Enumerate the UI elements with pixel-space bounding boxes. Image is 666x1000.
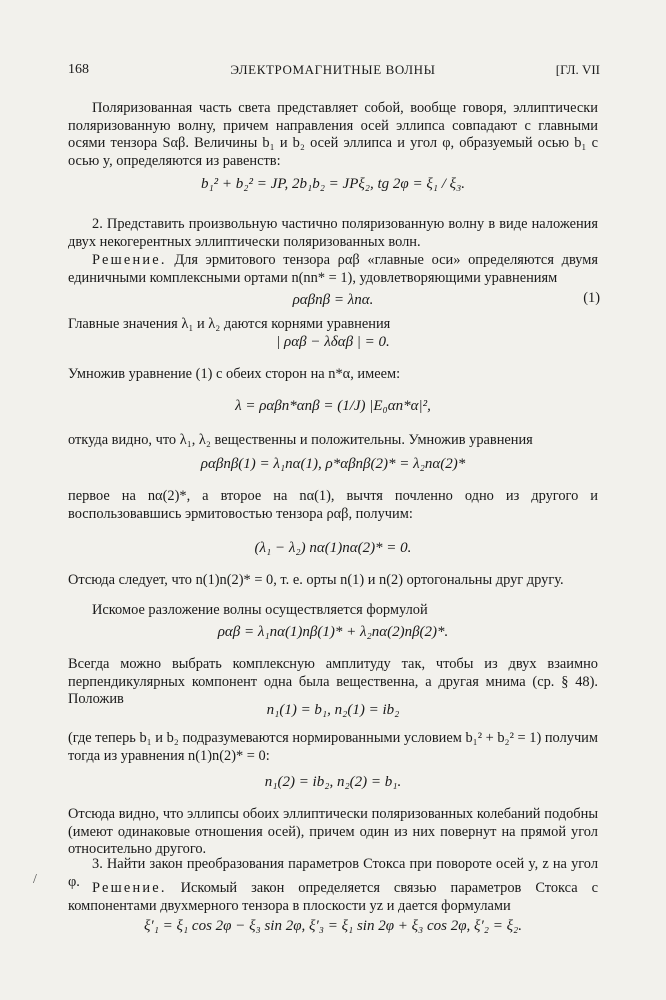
problem-3-statement: 3. Найти закон преобразования параметров Стокса при повороте осей y, z на угол φ. xyxy=(68,856,598,890)
equation-stokes-axes: b₁² + b₂² = JP, 2b₁b₂ = JPξ₂, tg 2φ = ξ₁ / ξ₃. xyxy=(200,176,466,192)
problem-2-solution-intro xyxy=(68,252,598,287)
paragraph-decomposition: Искомое разложение волны осуществляется формулой xyxy=(92,602,428,618)
paragraph-ellipses-similar: Отсюда видно, что эллипсы обоих эллиптически поляризованных колебаний подобны (имеют одинаковые отношения осей), причем один из них повернут на прямой угол относительно другого. xyxy=(68,806,598,858)
solution-label: Решение. xyxy=(92,252,167,268)
paragraph-choose-amplitude: Всегда можно выбрать комплексную амплитуду так, чтобы из двух взаимно перпендикулярных компонент одна была вещественна, а другая мнима (ср. § 48). Положив xyxy=(68,656,598,708)
equation-eigen: ραβnβ = λnα. xyxy=(292,292,374,308)
solution-text-2: Искомый закон определяется связью параметров Стокса с компонентами двухмерного тензора в плоскости yz и дается формулами xyxy=(68,880,598,914)
paragraph-polarized-part: Поляризованная часть света представляет собой, вообще говоря, эллиптически поляризованную волну, причем направления осей эллипса совпадают с главными осями тензора Sαβ. Величины b₁ и b₂ осей эллипса и угол φ, образуемый осью b₁ с осью y, определяются из равенств: xyxy=(68,100,598,169)
equation-decomposition: ραβ = λ₁nα(1)nβ(1)* + λ₂nα(2)nβ(2)*. xyxy=(217,624,449,640)
equation-components-1: n₁(1) = b₁, n₂(1) = ib₂ xyxy=(266,702,400,718)
page-number: 168 xyxy=(68,62,89,77)
paragraph-main-values: Главные значения λ₁ и λ₂ даются корнями уравнения xyxy=(68,316,391,332)
problem-3-solution-intro xyxy=(68,880,598,915)
equation-lambda: λ = ραβn*αnβ = (1/J) |E₀αn*α|², xyxy=(235,398,431,414)
equation-characteristic: | ραβ − λδαβ | = 0. xyxy=(276,334,390,350)
equation-components-2: n₁(2) = ib₂, n₂(2) = b₁. xyxy=(264,774,402,790)
running-title: ЭЛЕКТРОМАГНИТНЫЕ ВОЛНЫ xyxy=(230,62,436,77)
chapter-label: [ГЛ. VII xyxy=(555,62,600,77)
paragraph-multiply: Умножив уравнение (1) с обеих сторон на n*α, имеем: xyxy=(68,366,401,382)
margin-pencil-mark: / xyxy=(33,872,37,887)
paragraph-real-positive: откуда видно, что λ₁, λ₂ вещественны и положительны. Умножив уравнения xyxy=(68,432,533,448)
paragraph-orthogonal: Отсюда следует, что n(1)n(2)* = 0, т. е. орты n(1) и n(2) ортогональны друг другу. xyxy=(68,572,564,588)
equation-eigen-pair: ραβnβ(1) = λ₁nα(1), ρ*αβnβ(2)* = λ₂nα(2)* xyxy=(200,456,466,472)
solution-text: Для эрмитового тензора ραβ «главные оси» определяются двумя единичными комплексными ортами n(nn* = 1), удовлетворяющими уравнениям xyxy=(68,252,598,286)
equation-number: (1) xyxy=(583,290,600,306)
problem-2-statement: 2. Представить произвольную частично поляризованную волну в виде наложения двух некогерентных эллиптически поляризованных волн. xyxy=(68,216,598,250)
solution-label-2: Решение. xyxy=(92,880,167,896)
paragraph-subtract: первое на nα(2)*, а второе на nα(1), вычтя почленно одно из другого и воспользовавшись эрмитовостью тензора ραβ, получим: xyxy=(68,488,598,522)
equation-difference: (λ₁ − λ₂) nα(1)nα(2)* = 0. xyxy=(254,540,412,556)
paragraph-normalized: (где теперь b₁ и b₂ подразумеваются нормированными условием b₁² + b₂² = 1) получим тогда из уравнения n(1)n(2)* = 0: xyxy=(68,730,598,764)
equation-stokes-rotation: ξ′₁ = ξ₁ cos 2φ − ξ₃ sin 2φ, ξ′₃ = ξ₁ sin 2φ + ξ₃ cos 2φ, ξ′₂ = ξ₂. xyxy=(143,918,522,934)
